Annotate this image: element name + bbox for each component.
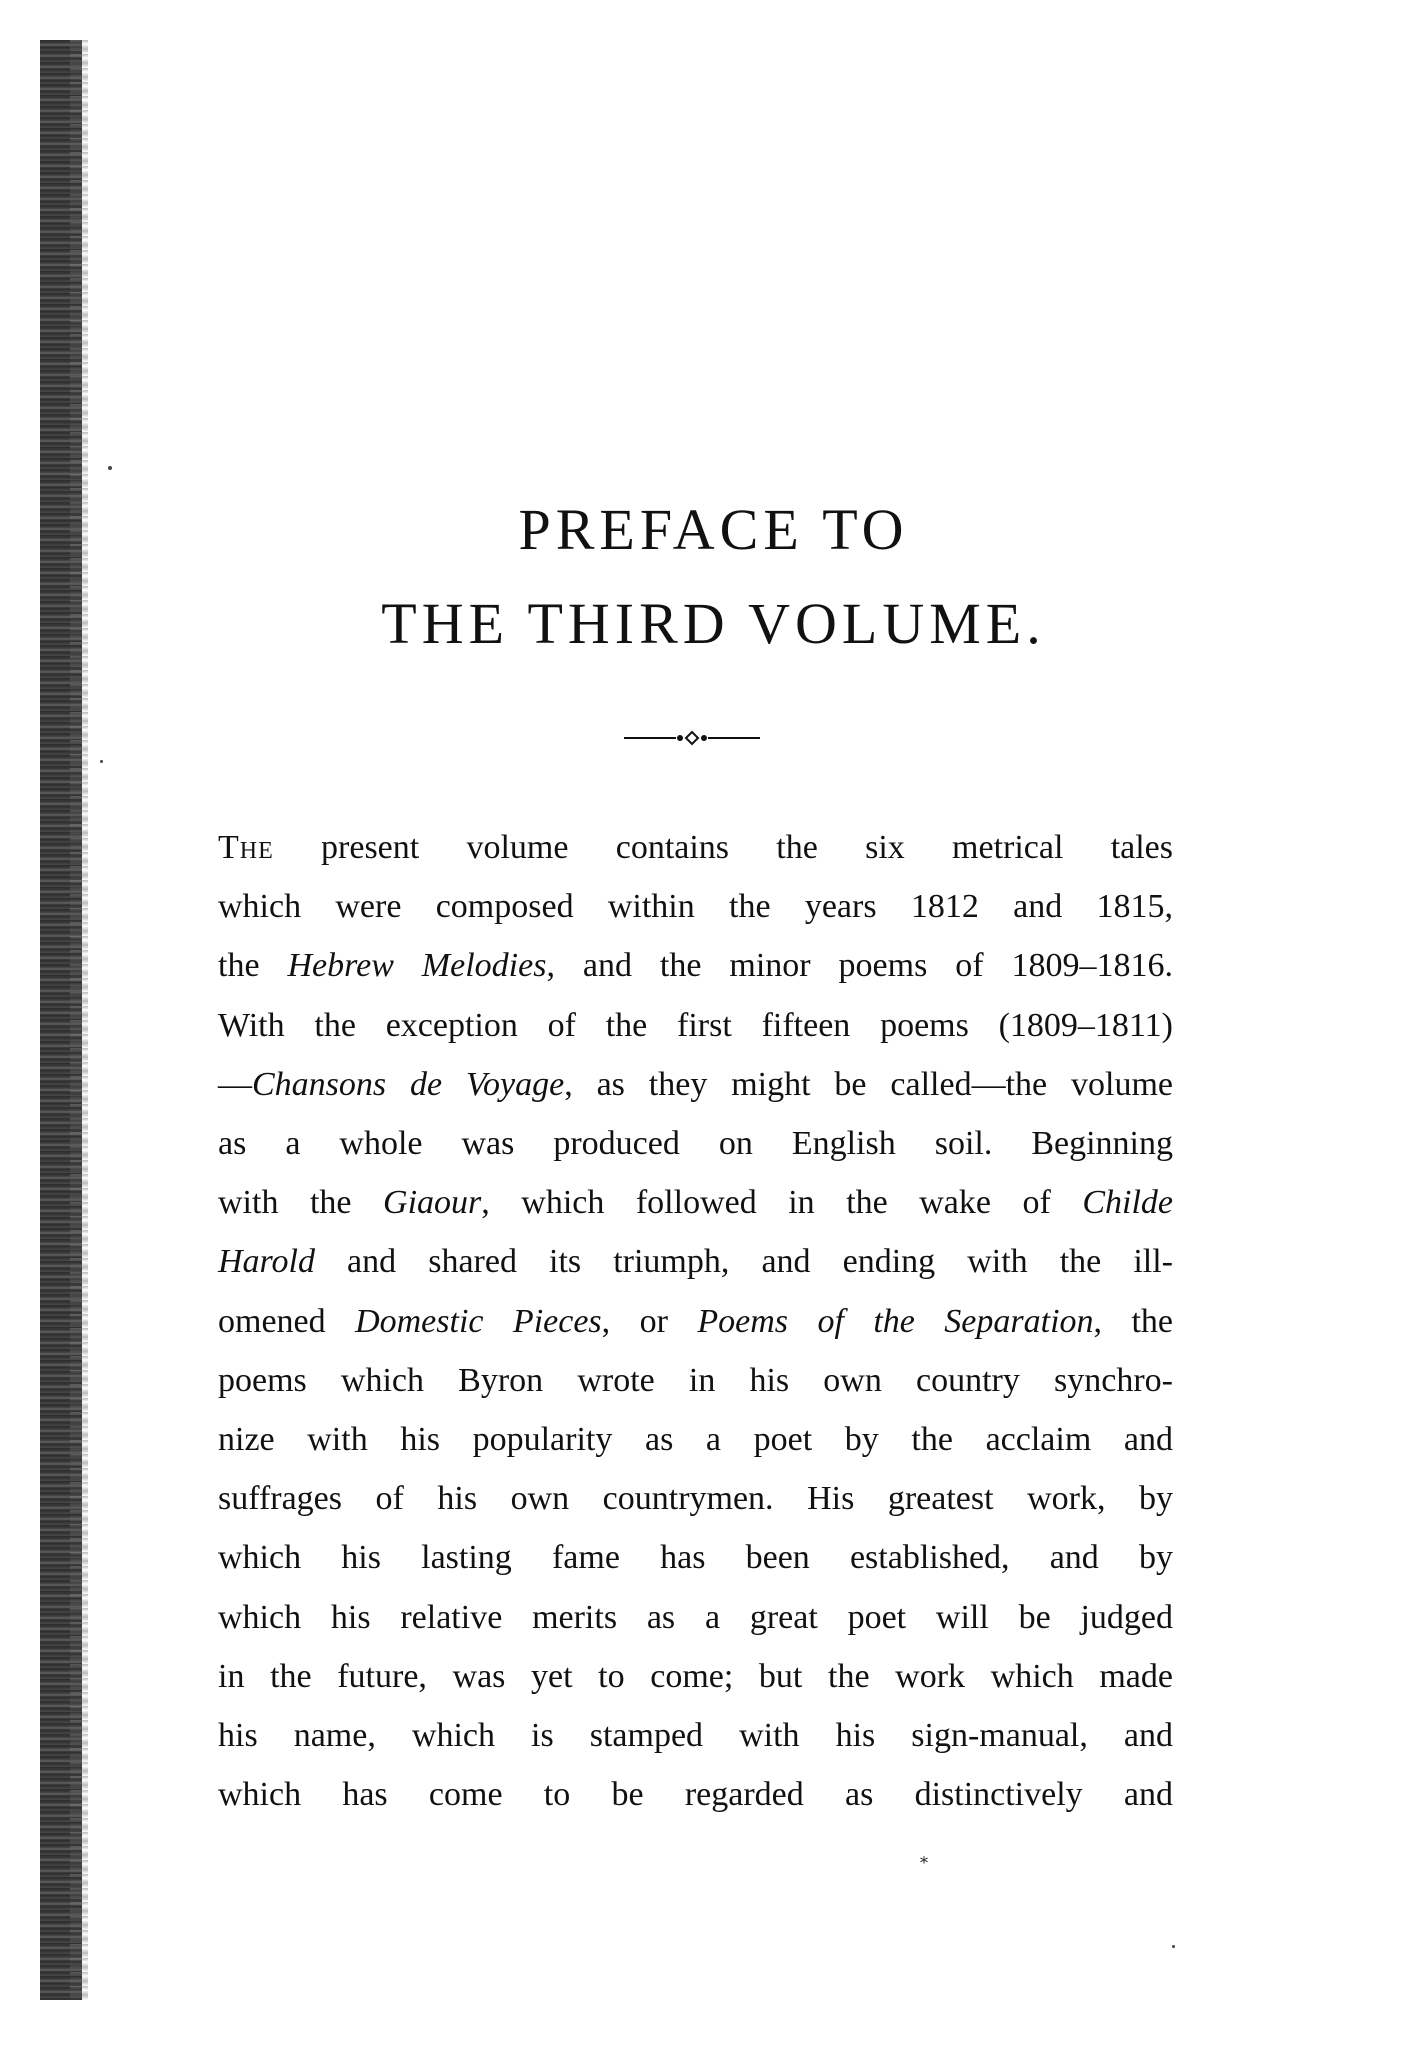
italic-title: Domestic Pieces <box>355 1302 602 1340</box>
title-line-1: PREFACE TO <box>518 497 909 562</box>
italic-title: Childe <box>1082 1184 1173 1222</box>
text-line-8: Harold and shared its triumph, and ending with the ill- <box>218 1243 1173 1281</box>
text-line-5: —Chansons de Voyage, as they might be called—the volume <box>218 1065 1173 1103</box>
text-line-6: as a whole was produced on English soil. Beginning <box>218 1125 1173 1163</box>
text-line-10: poems which Byron wrote in his own country synchro- <box>218 1361 1173 1399</box>
text-line-13: which his lasting fame has been established, and by <box>218 1539 1173 1577</box>
italic-title: Hebrew Melodies <box>287 947 547 985</box>
text-line-2: which were composed within the years 1812 and 1815, <box>218 888 1173 926</box>
italic-title: Chansons de Voyage <box>252 1065 565 1103</box>
text-line-17: which has come to be regarded as distinctively and <box>218 1776 1173 1814</box>
text-line-16: his name, which is stamped with his sign-manual, and <box>218 1717 1173 1755</box>
binding-edge <box>40 40 82 2000</box>
drop-word: The <box>218 829 274 866</box>
text-line-15: in the future, was yet to come; but the work which made <box>218 1657 1173 1695</box>
scan-speck <box>100 760 103 763</box>
title-line-2: THE THIRD VOLUME. <box>381 591 1046 656</box>
text-line-9: omened Domestic Pieces, or Poems of the Separation, the <box>218 1302 1173 1340</box>
italic-title: Giaour <box>383 1184 482 1222</box>
signature-mark: ⁎ <box>920 1850 928 1867</box>
ornament-divider-icon <box>624 728 760 748</box>
text-line-1: The present volume contains the six metrical tales <box>218 829 1173 866</box>
italic-title: Poems of the Separation <box>697 1302 1094 1340</box>
text-line-7: with the Giaour, which followed in the wake of Childe <box>218 1184 1173 1222</box>
text-line-12: suffrages of his own countrymen. His greatest work, by <box>218 1480 1173 1518</box>
text-line-4: With the exception of the first fifteen poems (1809–1811) <box>218 1006 1173 1044</box>
italic-title: Harold <box>218 1243 315 1281</box>
text-line-11: nize with his popularity as a poet by the acclaim and <box>218 1421 1173 1459</box>
scan-speck <box>108 466 112 470</box>
text-line-3: the Hebrew Melodies, and the minor poems of 1809–1816. <box>218 947 1173 985</box>
scan-speck <box>1172 1945 1175 1948</box>
preface-paragraph <box>218 818 1173 1824</box>
text-line-14: which his relative merits as a great poet will be judged <box>218 1598 1173 1636</box>
